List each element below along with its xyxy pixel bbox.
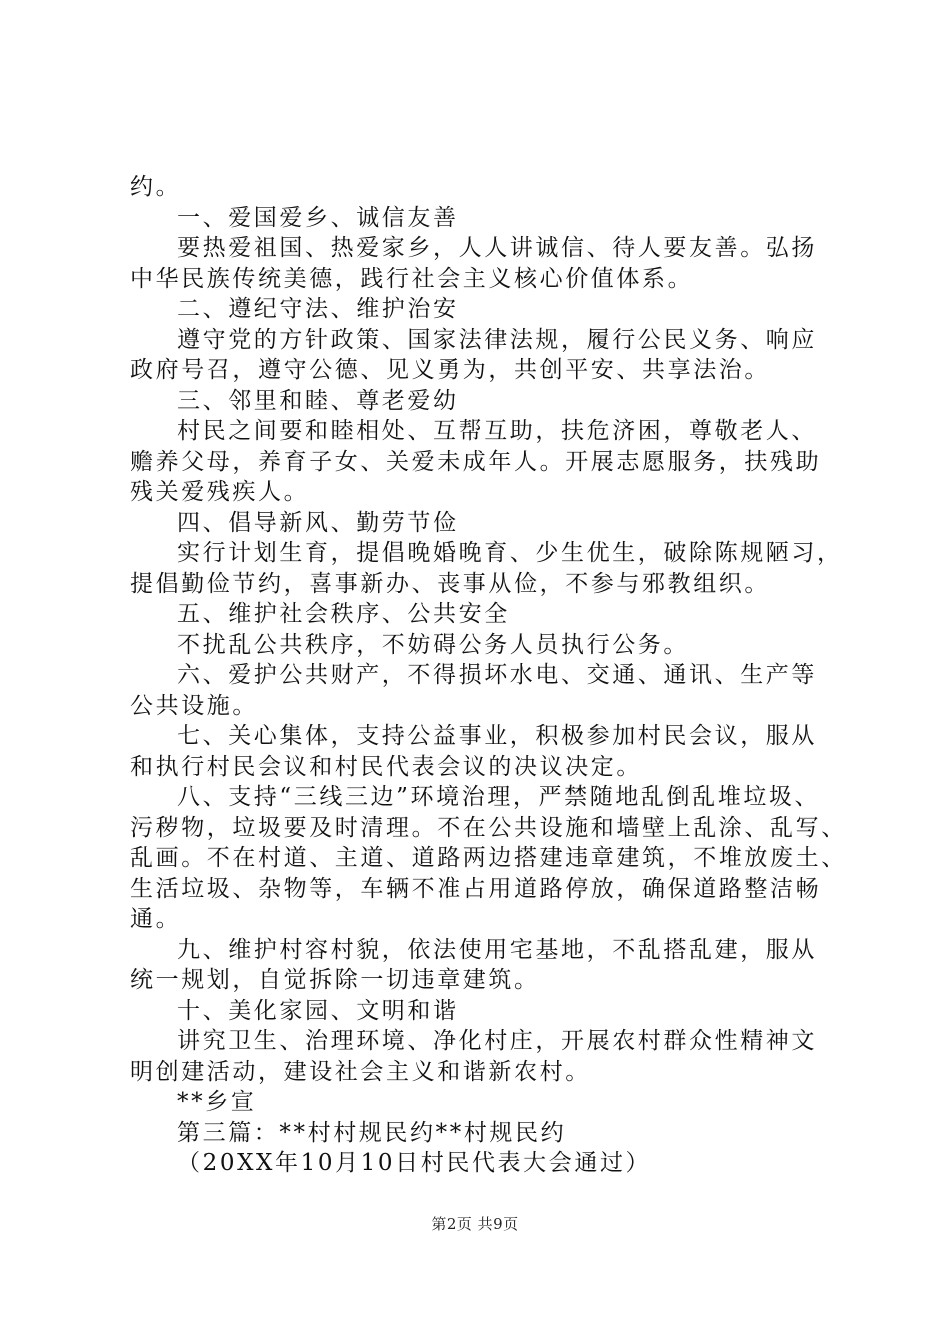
text-line: （20XX年10月10日村民代表大会通过）: [177, 1150, 652, 1176]
text-line: 九、维护村容村貌，依法使用宅基地，不乱搭乱建，服从: [177, 936, 817, 963]
text-line: 村民之间要和睦相处、互帮互助，扶危济困，尊敬老人、: [177, 418, 817, 444]
text-line: 四、倡导新风、勤劳节俭: [177, 509, 459, 536]
text-line: 实行计划生育，提倡晚婚晚育、少生优生，破除陈规陋习，: [177, 540, 843, 566]
text-line: 残关爱残疾人。: [130, 479, 310, 505]
text-line: 约。: [130, 174, 182, 200]
text-line: 提倡勤俭节约，喜事新办、丧事从俭，不参与邪教组织。: [130, 570, 770, 597]
text-line: 要热爱祖国、热爱家乡，人人讲诚信、待人要友善。弘扬: [177, 235, 817, 261]
text-line: 二、遵纪守法、维护治安: [177, 296, 459, 322]
text-line: 十、美化家园、文明和谐: [177, 997, 459, 1024]
text-line: 明创建活动，建设社会主义和谐新农村。: [130, 1058, 591, 1085]
text-line: **乡宣: [177, 1089, 257, 1115]
text-line: 一、爱国爱乡、诚信友善: [177, 204, 459, 231]
text-line: 不扰乱公共秩序，不妨碍公务人员执行公务。: [177, 631, 689, 658]
text-line: 政府号召，遵守公德、见义勇为，共创平安、共享法治。: [130, 357, 770, 383]
text-line: 赡养父母，养育子女、关爱未成年人。开展志愿服务，扶残助: [130, 448, 822, 475]
document-body: [130, 172, 847, 1179]
text-line: 三、邻里和睦、尊老爱幼: [177, 387, 459, 414]
text-line: 统一规划，自觉拆除一切违章建筑。: [130, 967, 540, 993]
text-line: 乱画。不在村道、主道、道路两边搭建违章建筑，不堆放废土、: [130, 845, 847, 871]
text-line: 中华民族传统美德，践行社会主义核心价值体系。: [130, 265, 694, 292]
text-line: 讲究卫生、治理环境、净化村庄，开展农村群众性精神文: [177, 1028, 817, 1054]
text-line: 八、支持“三线三边”环境治理，严禁随地乱倒乱堆垃圾、: [177, 784, 821, 810]
text-line: 通。: [130, 906, 182, 932]
text-line: 五、维护社会秩序、公共安全: [177, 601, 510, 627]
text-line: 污秽物，垃圾要及时清理。不在公共设施和墙壁上乱涂、乱写、: [130, 814, 847, 841]
text-line: 生活垃圾、杂物等，车辆不准占用道路停放，确保道路整洁畅: [130, 875, 822, 902]
text-line: 公共设施。: [130, 692, 258, 719]
text-line: 七、关心集体，支持公益事业，积极参加村民会议，服从: [177, 723, 817, 749]
text-line: 遵守党的方针政策、国家法律法规，履行公民义务、响应: [177, 326, 817, 353]
page-number-footer: 第2页 共9页: [431, 1215, 519, 1233]
text-line: 第三篇：**村村规民约**村规民约: [177, 1119, 567, 1146]
text-line: 和执行村民会议和村民代表会议的决议决定。: [130, 753, 642, 780]
text-line: 六、爱护公共财产，不得损坏水电、交通、通讯、生产等: [177, 662, 817, 688]
